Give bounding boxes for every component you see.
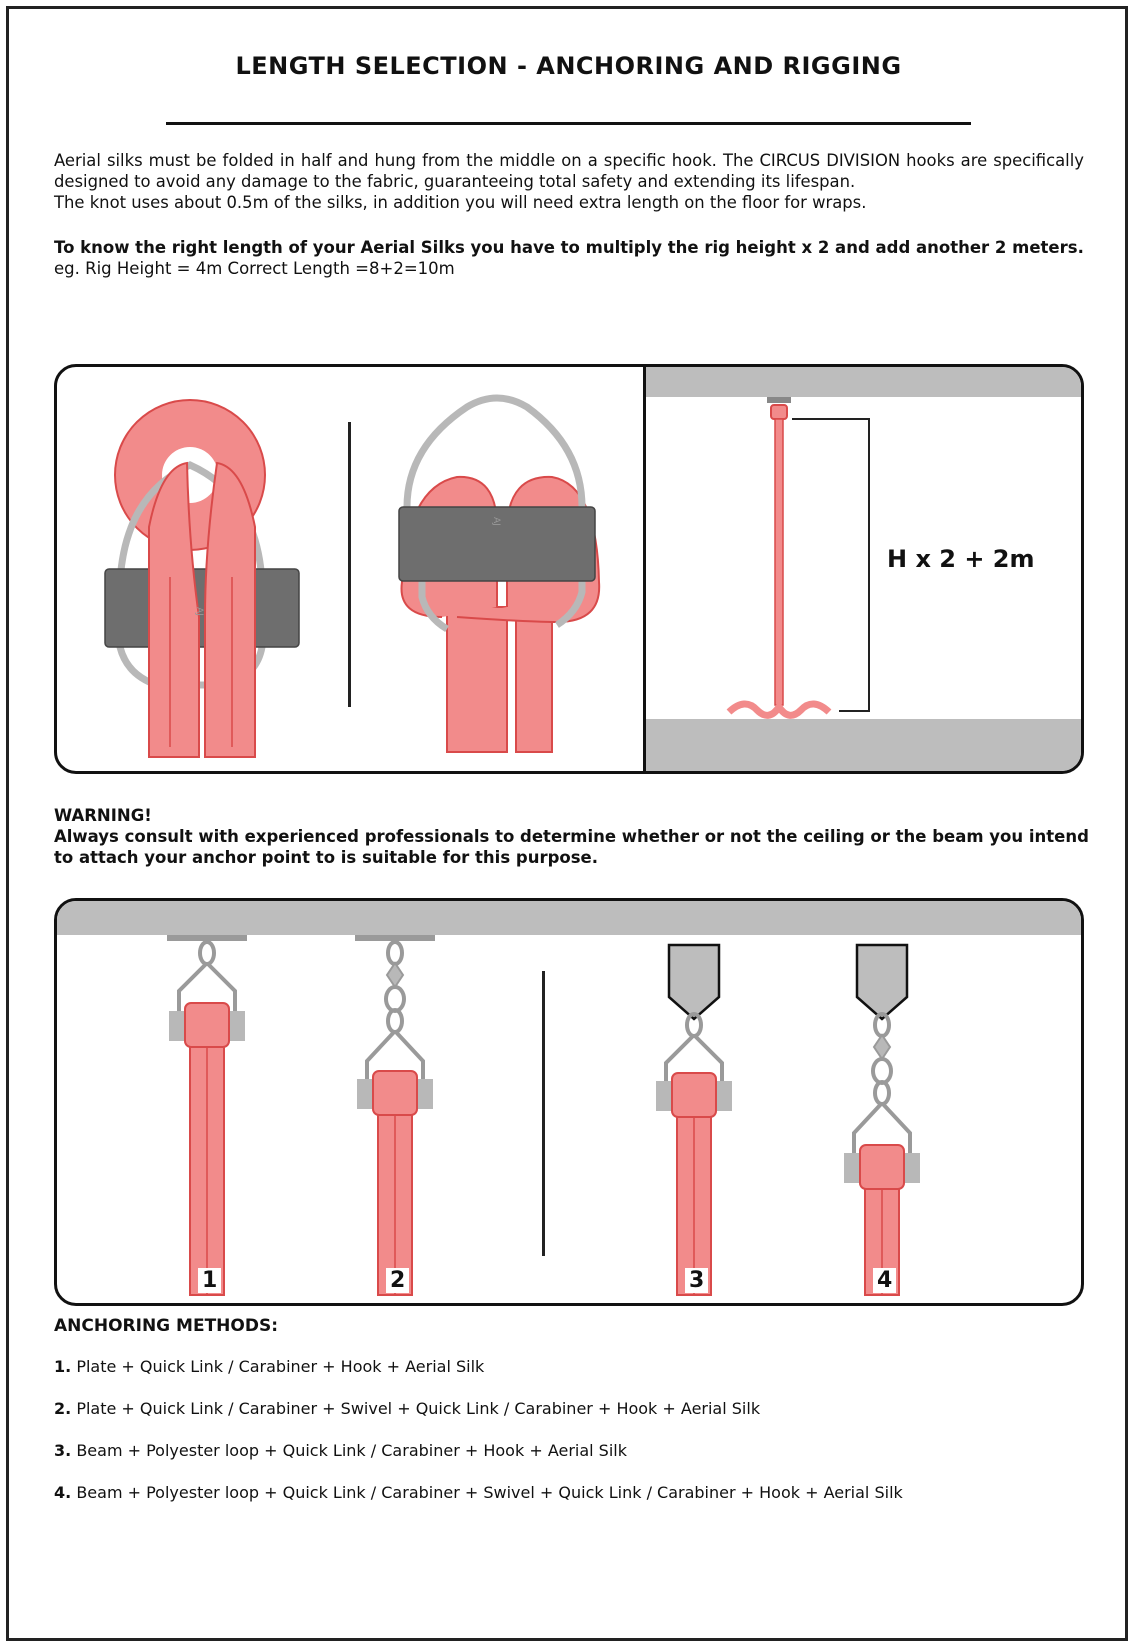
warning-heading: WARNING! [54,806,152,825]
length-rule-example: eg. Rig Height = 4m Correct Length =8+2=10m [54,259,455,278]
method-label-3: 3 [685,1268,708,1293]
anchoring-method-item [54,1482,1094,1524]
intro-paragraph-2: The knot uses about 0.5m of the silks, in addition you will need extra length on the floor for wraps. [54,193,867,212]
method-text: Beam + Polyester loop + Quick Link / Carabiner + Swivel + Quick Link / Carabiner + Hook + Aerial Silk [76,1483,903,1502]
ceiling-bar [57,901,1081,935]
method-number: 4. [54,1483,72,1502]
anchoring-method-item [54,1440,1094,1482]
hook-diagram [57,367,1081,771]
intro-text [54,150,1084,213]
method-1-illustration [167,935,247,1295]
hook-knot-illustration [399,398,599,752]
anchoring-methods-heading: ANCHORING METHODS: [54,1316,279,1336]
figure-divider-1 [348,422,351,707]
length-formula: H x 2 + 2m [887,545,1035,573]
length-rule-bold: To know the right length of your Aerial Silks you have to multiply the rig height x 2 and add another 2 meters. [54,238,1084,257]
title-divider [166,122,971,125]
page-title: LENGTH SELECTION - ANCHORING AND RIGGING [235,52,902,80]
svg-text:AJ: AJ [194,607,204,616]
method-label-1: 1 [198,1268,221,1293]
anchoring-diagram-panel [54,898,1084,1306]
intro-paragraph-1: Aerial silks must be folded in half and hung from the middle on a specific hook. The CIRCUS DIVISION hooks are specifically designed to avoid any damage to the fabric, guaranteeing total safety and extending its lifespan. [54,151,1084,191]
warning-text: Always consult with experienced professionals to determine whether or not the ceiling or the beam you intend to attach your anchor point to is suitable for this purpose. [54,827,1089,867]
method-number: 2. [54,1399,72,1418]
ceiling [645,367,1081,397]
method-text: Plate + Quick Link / Carabiner + Swivel + Quick Link / Carabiner + Hook + Aerial Silk [76,1399,761,1418]
methods-divider [542,971,545,1256]
svg-text:AJ: AJ [491,517,501,526]
anchoring-diagram [57,901,1081,1303]
method-number: 3. [54,1441,72,1460]
height-diagram [643,367,1081,771]
floor [645,719,1081,771]
anchoring-method-item [54,1356,1094,1398]
length-rule [54,237,1094,279]
method-number: 1. [54,1357,72,1376]
method-text: Plate + Quick Link / Carabiner + Hook + Aerial Silk [76,1357,485,1376]
method-text: Beam + Polyester loop + Quick Link / Carabiner + Hook + Aerial Silk [76,1441,627,1460]
hook-diagram-panel [54,364,1084,774]
method-3-illustration [656,945,732,1295]
anchoring-methods [54,1316,1094,1524]
anchoring-method-item [54,1398,1094,1440]
method-label-2: 2 [386,1268,409,1293]
method-2-illustration [355,935,435,1295]
warning-block [54,805,1094,868]
method-label-4: 4 [873,1268,896,1293]
hook-front-illustration [105,400,299,757]
method-4-illustration [844,945,920,1295]
